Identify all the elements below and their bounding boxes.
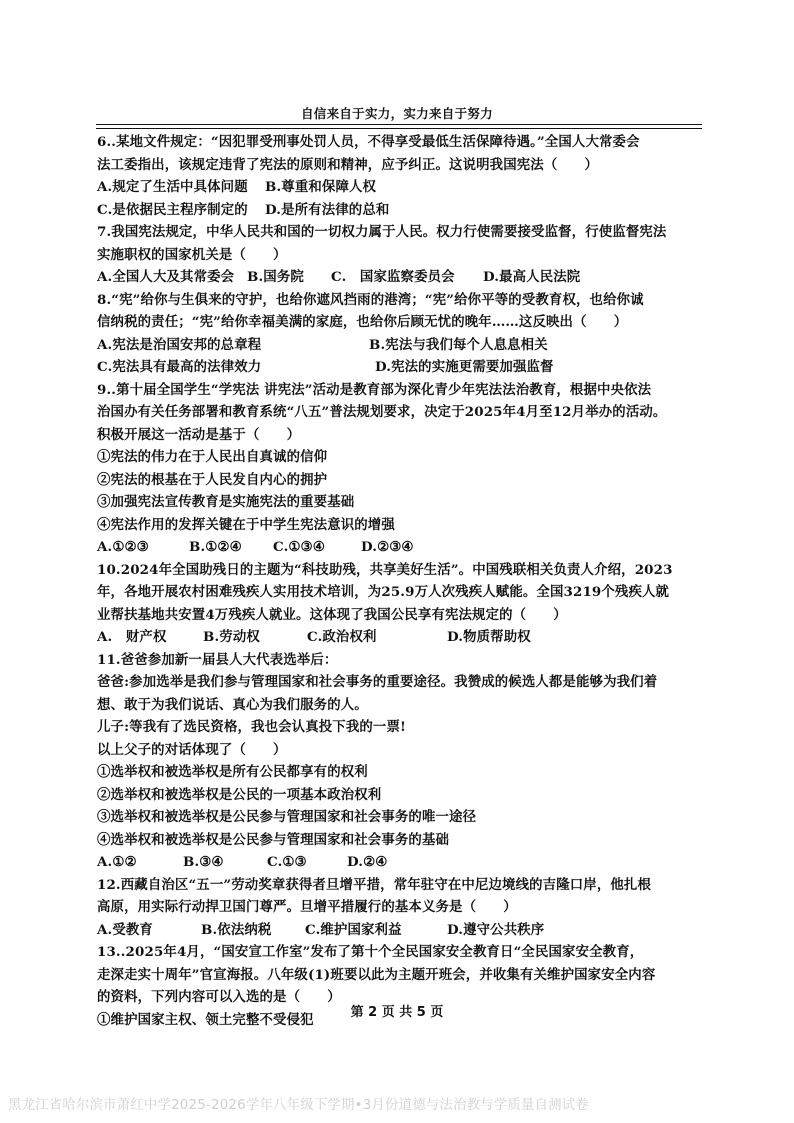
q8-option-d: D.宪法的实施更需要加强监督: [375, 359, 554, 375]
q9-stem-line-3: 积极开展这一活动是基于（ ）: [97, 426, 301, 443]
q8-options-row-2: [97, 356, 709, 379]
q11-statement-1: ①选举权和被选举权是所有公民都享有的权利: [97, 764, 368, 780]
q11-stem-line-1: 11.爸爸参加新一届县人大代表选举后：: [97, 651, 338, 668]
q12-stem-line-2: 高原，用实际行动捍卫国门尊严。旦增平措履行的基本义务是（ ）: [97, 899, 517, 915]
q13-statement-1: ①维护国家主权、领土完整不受侵犯: [97, 1011, 314, 1028]
q11-statement-3: ③选举权和被选举权是公民参与管理国家和社会事务的唯一途径: [97, 809, 477, 825]
q12-options-row: [97, 919, 709, 942]
q11-option-c: C.①③: [267, 854, 307, 870]
q6-stem-line-1: 6..某地文件规定：“因犯罪受刑事处罚人员，不得享受最低生活保障待遇。”全国人大常委会: [97, 134, 640, 150]
page-number: 第 2 页 共 5 页: [350, 1005, 444, 1020]
q9-option-b: B.①②④: [189, 539, 242, 555]
header-rule-thick: [96, 124, 702, 125]
q6-option-d: D.是所有法律的总和: [265, 201, 390, 218]
q12-option-d: D.遵守公共秩序: [447, 921, 545, 938]
q9-option-c: C.①③④: [273, 539, 325, 555]
q6-options-row-2: [97, 199, 709, 222]
q12-option-c: C.维护国家利益: [305, 921, 402, 938]
q10-stem-line-1: 10.2024年全国助残日的主题为“科技助残，共享美好生活”。中国残联相关负责人介绍，2023: [97, 561, 673, 578]
q7-options-row: [97, 266, 709, 289]
q11-stem-line-5: 以上父子的对话体现了（ ）: [97, 741, 287, 758]
document-watermark: 黑龙江省哈尔滨市萧红中学2025-2026学年八年级下学期•3月份道德与法治教与学质量自测试卷: [8, 1098, 589, 1113]
q7-stem-line-2: 实施职权的国家机关是（ ）: [97, 246, 287, 263]
q9-stem-line-2: 治国办有关任务部署和教育系统“八五”普法规划要求，决定于2025年4月至12月举办的活动。: [97, 404, 667, 420]
q11-statement-2: ②选举权和被选举权是公民的一项基本政治权利: [97, 786, 382, 803]
q6-stem-line-2: 法工委指出，该规定违背了宪法的原则和精神，应予纠正。这说明我国宪法（ ）: [97, 156, 599, 173]
q7-option-c: C. 国家监察委员会: [331, 269, 455, 285]
q10-option-a: A. 财产权: [97, 629, 167, 645]
questions-body: [97, 131, 709, 1031]
q9-statement-3: ③加强宪法宣传教育是实施宪法的重要基础: [97, 494, 355, 510]
q6-option-a: A.规定了生活中具体问题: [97, 179, 248, 195]
q8-option-c: C.宪法具有最高的法律效力: [97, 359, 262, 375]
q13-stem-line-2: 走深走实十周年”官宣海报。八年级(1)班要以此为主题开班会，并收集有关维护国家安全内容: [97, 966, 656, 983]
q9-stem-line-1: 9..第十届全国学生“学宪法 讲宪法”活动是教育部为深化青少年宪法法治教育，根据中央依法: [97, 381, 652, 398]
q12-stem-line-1: 12.西藏自治区“五一”劳动奖章获得者旦增平措，常年驻守在中尼边境线的吉隆口岸，他扎根: [97, 876, 651, 893]
q7-stem-line-1: 7.我国宪法规定，中华人民共和国的一切权力属于人民。权力行使需要接受监督，行使监督宪法: [97, 224, 667, 240]
q11-option-d: D.②④: [347, 854, 388, 870]
q7-option-b: B.国务院: [247, 269, 304, 285]
q10-options-row: [97, 626, 709, 649]
q8-option-a: A.宪法是治国安邦的总章程: [97, 336, 262, 353]
q8-options-row-1: [97, 334, 709, 357]
q9-statement-2: ②宪法的根基在于人民发自内心的拥护: [97, 471, 328, 488]
q13-stem-line-3: 的资料，下列内容可以入选的是（ ）: [97, 989, 341, 1005]
q6-options-row-1: [97, 176, 709, 199]
q10-stem-line-3: 业帮扶基地共安置4万残疾人就业。这体现了我国公民享有宪法规定的（ ）: [97, 606, 567, 623]
header-rule-thin: [96, 128, 702, 129]
q10-option-c: C.政治权利: [307, 629, 377, 645]
q10-stem-line-2: 年，各地开展农村困难残疾人实用技术培训，为25.9万人次残疾人赋能。全国3219个残疾人就: [97, 584, 670, 600]
q13-stem-line-1: 13..2025年4月，“国安宣工作室”发布了第十个全民国家安全教育日“全民国家安全教育，: [97, 944, 644, 960]
q9-option-d: D.②③④: [361, 539, 414, 555]
q7-option-d: D.最高人民法院: [483, 269, 581, 285]
page-header-motto: 自信来自于实力，实力来自于努力: [300, 106, 493, 121]
q12-option-a: A.受教育: [97, 921, 153, 938]
q11-stem-line-3: 想、敢于为我们说话、真心为我们服务的人。: [97, 696, 368, 713]
q11-option-a: A.①②: [97, 854, 137, 870]
q9-statement-4: ④宪法作用的发挥关键在于中学生宪法意识的增强: [97, 516, 395, 533]
q11-stem-line-2: 爸爸:参加选举是我们参与管理国家和社会事务的重要途径。我赞成的候选人都是能够为我们着: [97, 674, 658, 690]
q12-option-b: B.依法纳税: [201, 921, 272, 938]
q9-statement-1: ①宪法的伟力在于人民出自真诚的信仰: [97, 449, 328, 465]
q8-stem-line-2: 信纳税的责任；“宪”给你幸福美满的家庭，也给你后顾无忧的晚年……这反映出（ ）: [97, 314, 628, 330]
q7-option-a: A.全国人大及其常委会: [97, 269, 235, 285]
q8-option-b: B.宪法与我们每个人息息相关: [369, 336, 548, 353]
q11-statement-4: ④选举权和被选举权是公民参与管理国家和社会事务的基础: [97, 831, 450, 848]
q8-stem-line-1: 8.“宪”给你与生俱来的守护，也给你遮风挡雨的港湾；“宪”给你平等的受教育权，也给你诚: [97, 291, 644, 308]
q9-option-a: A.①②③: [97, 539, 149, 555]
q10-option-b: B.劳动权: [203, 629, 260, 645]
q11-stem-line-4: 儿子:等我有了选民资格，我也会认真投下我的一票!: [97, 719, 407, 735]
q11-option-b: B.③④: [183, 854, 224, 870]
q6-option-b: B.尊重和保障人权: [265, 179, 377, 195]
q11-options-row: [97, 851, 709, 874]
q10-option-d: D.物质帮助权: [447, 629, 531, 645]
q6-option-c: C.是依据民主程序制定的: [97, 201, 248, 218]
q9-options-row: [97, 536, 709, 559]
